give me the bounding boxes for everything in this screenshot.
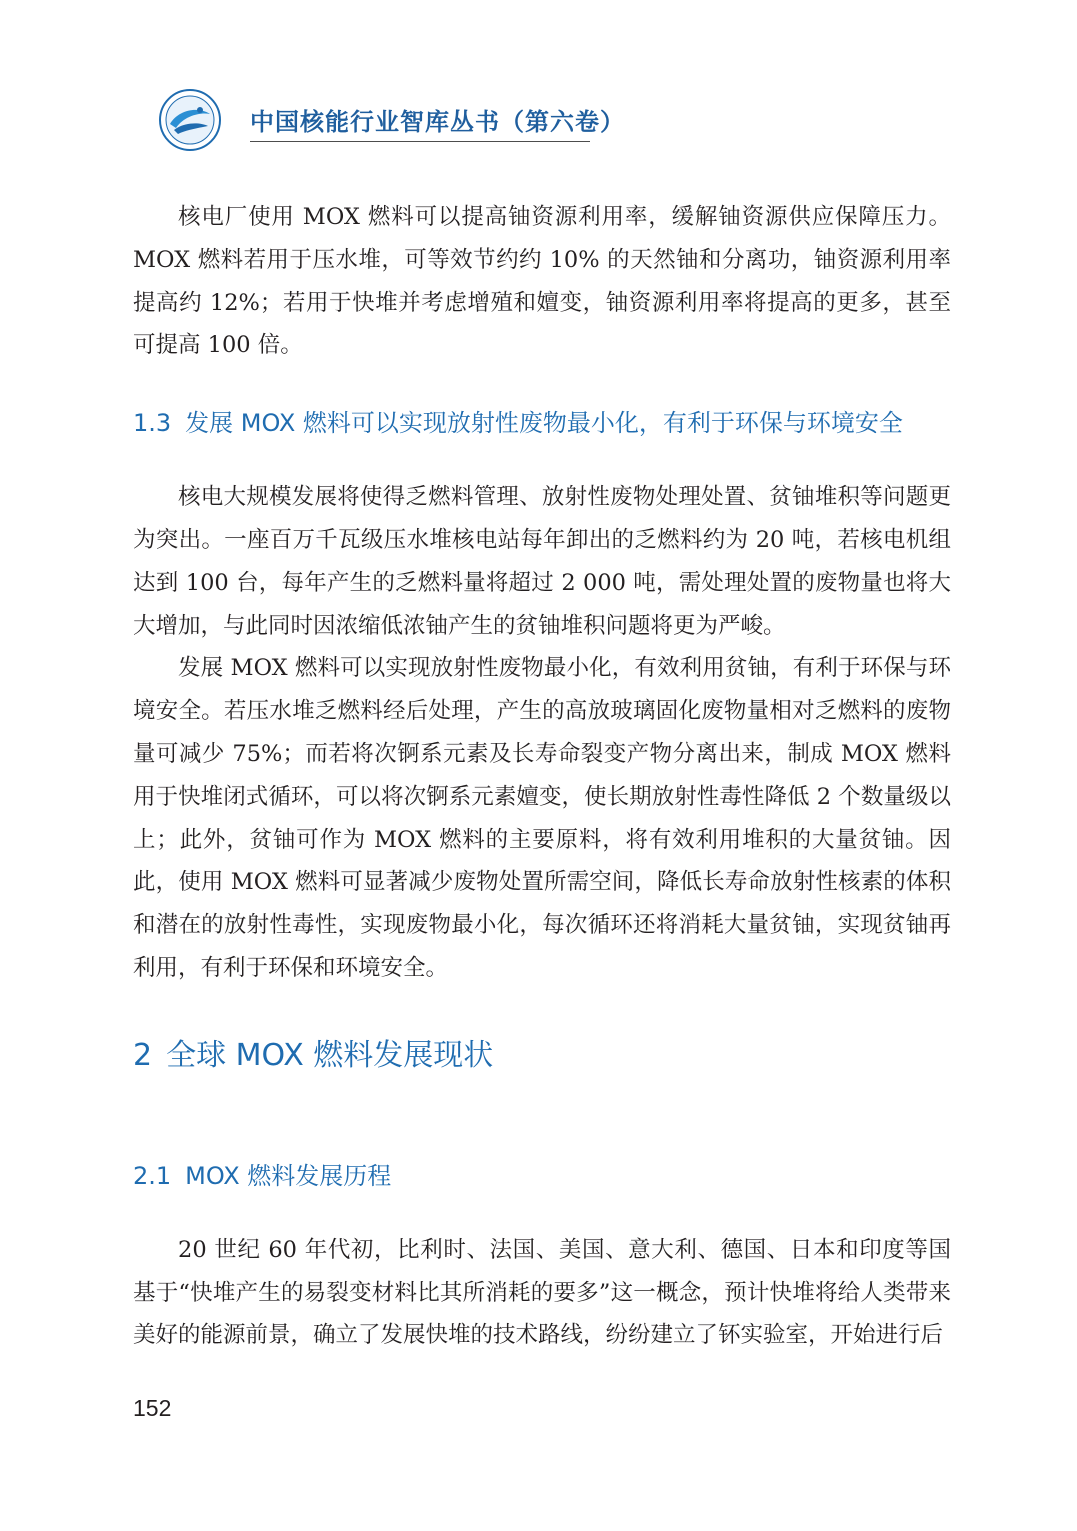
chapter-heading-2 xyxy=(133,1030,951,1074)
section-title: 发展 MOX 燃料可以实现放射性废物最小化，有利于环保与环境安全 xyxy=(185,409,903,438)
header-divider xyxy=(250,141,590,142)
association-logo-icon xyxy=(158,88,222,152)
body-paragraph: 20 世纪 60 年代初，比利时、法国、美国、意大利、德国、日本和印度等国基于“快堆产生的易裂变材料比其所消耗的要多”这一概念，预计快堆将给人类带来美好的能源前景，确立了发展快堆的技术路线，纷纷建立了钚实验室，开始进行后 xyxy=(133,1236,951,1349)
series-title: 中国核能行业智库丛书（第六卷） xyxy=(250,107,625,136)
running-header xyxy=(158,88,625,158)
intro-paragraph: 核电厂使用 MOX 燃料可以提高铀资源利用率，缓解铀资源供应保障压力。MOX 燃料若用于压水堆，可等效节约约 10% 的天然铀和分离功，铀资源利用率提高约 12%；若用于快堆并考虑增殖和嬗变，铀资源利用率将提高的更多，甚至可提高 100 倍。 xyxy=(133,204,951,359)
page-content xyxy=(133,196,951,1357)
section-number: 2 xyxy=(133,1037,153,1073)
section-heading-1-3 xyxy=(133,403,951,438)
body-paragraph: 核电大规模发展将使得乏燃料管理、放射性废物处理处置、贫铀堆积等问题更为突出。一座百万千瓦级压水堆核电站每年卸出的乏燃料约为 20 吨，若核电机组达到 100 台，每年产生的乏燃料量将超过 2 000 吨，需处理处置的废物量也将大大增加，与此同时因浓缩低浓铀产生的贫铀堆积问题将更为严峻。 xyxy=(133,484,951,639)
section-title: 全球 MOX 燃料发展现状 xyxy=(166,1037,494,1073)
section-title: MOX 燃料发展历程 xyxy=(185,1161,392,1190)
section-heading-2-1 xyxy=(133,1156,951,1191)
section-number: 2.1 xyxy=(133,1161,172,1190)
body-paragraph: 发展 MOX 燃料可以实现放射性废物最小化，有效利用贫铀，有利于环保与环境安全。若压水堆乏燃料经后处理，产生的高放玻璃固化废物量相对乏燃料的废物量可减少 75%；而若将次锕系元素及长寿命裂变产物分离出来，制成 MOX 燃料用于快堆闭式循环，可以将次锕系元素嬗变，使长期放射性毒性降低 2 个数量级以上；此外，贫铀可作为 MOX 燃料的主要原料，将有效利用堆积的大量贫铀。因此，使用 MOX 燃料可显著减少废物处置所需空间，降低长寿命放射性核素的体积和潜在的放射性毒性，实现废物最小化，每次循环还将消耗大量贫铀，实现贫铀再利用，有利于环保和环境安全。 xyxy=(133,655,951,981)
page-number: 152 xyxy=(133,1395,172,1421)
section-number: 1.3 xyxy=(133,409,172,438)
